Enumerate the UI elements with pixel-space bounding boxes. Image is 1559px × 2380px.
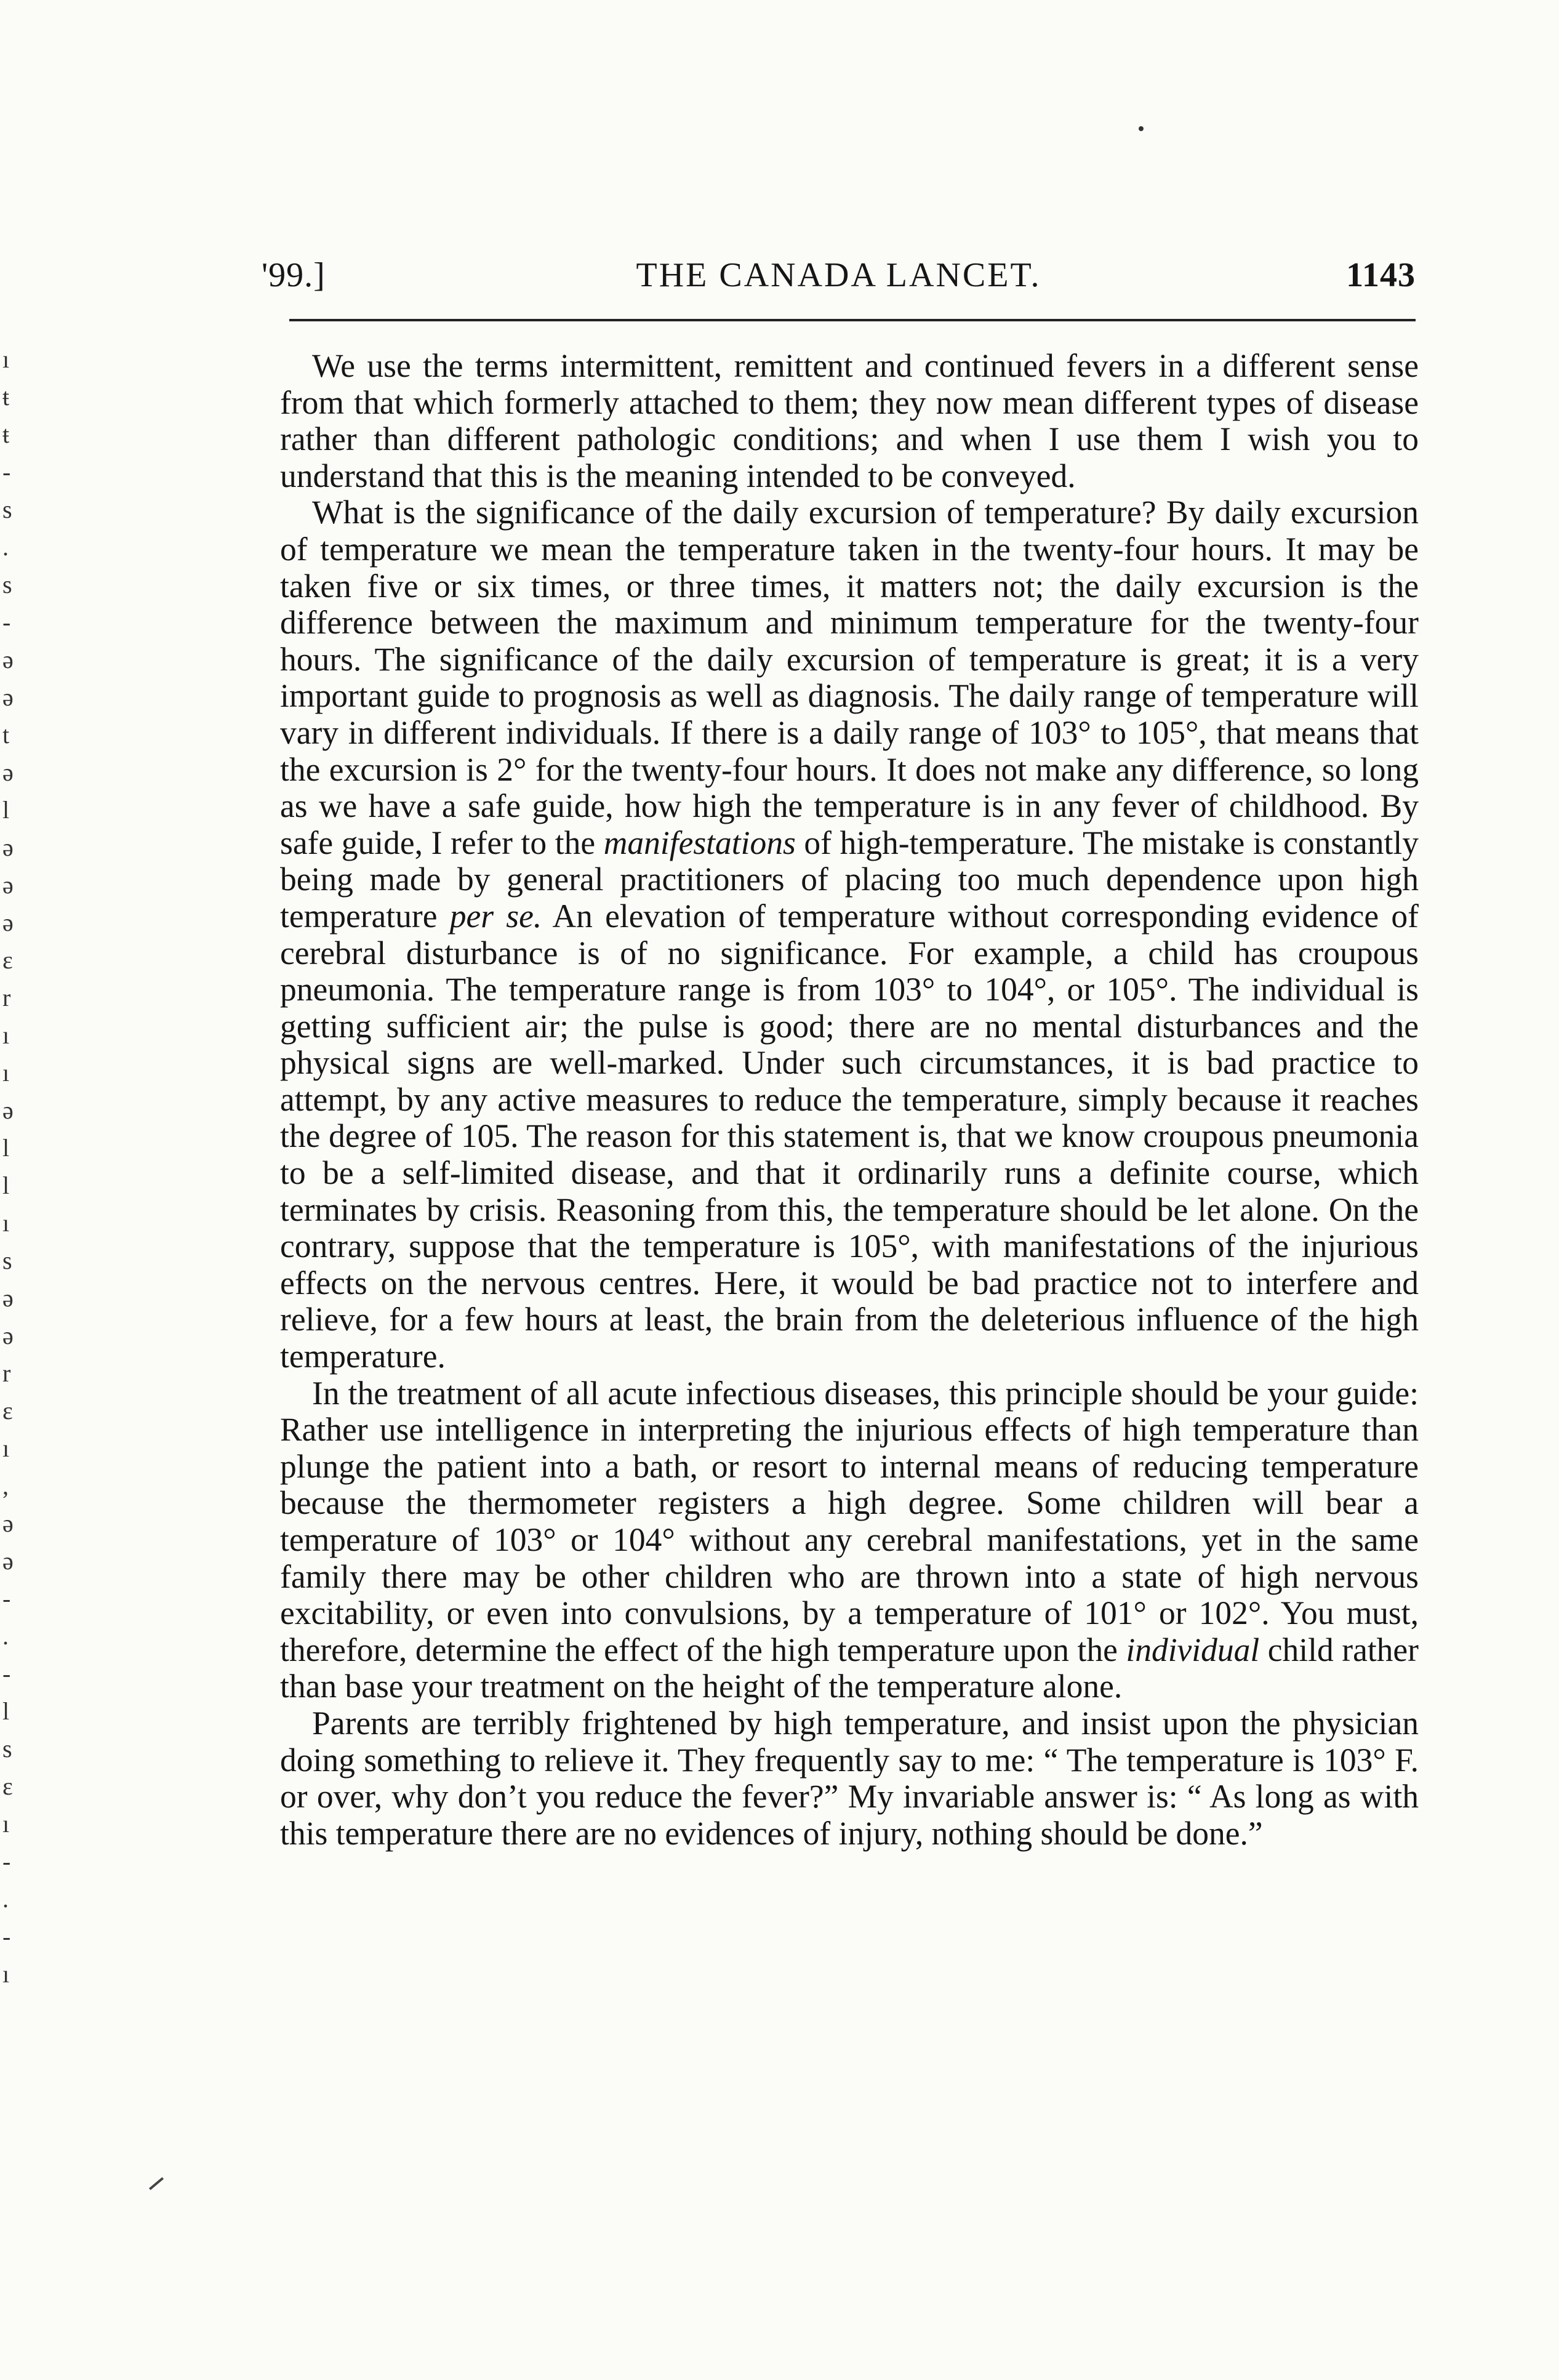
margin-mark: s [2, 571, 12, 598]
margin-mark: ə [2, 1322, 14, 1349]
paragraph [280, 494, 1419, 1375]
margin-mark: - [2, 458, 11, 486]
italic-text: per se. [449, 897, 542, 935]
margin-mark: ı [2, 1209, 10, 1237]
text-run: What is the significance of the daily excursion of temperature? By daily excursion of temperature we mean the temperature taken in the twenty-four hours. It may be taken five or six times, or three times, it matters not; the daily excursion is the difference between the maximum and minimum temperature for the twenty-four hours. The significance of the daily excursion of temperature is great; it is a very important guide to prognosis as well as diagnosis. The daily range of temperature will vary in different individuals. If there is a daily range of 103° to 105°, that means that the excursion is 2° for the twenty-four hours. It does not make any difference, so long as we have a safe guide, how high the temperature is in any fever of childhood. By safe guide, I refer to the [280, 494, 1419, 861]
text-run: An elevation of temperature without corresponding evidence of cerebral disturbance is of no significance. For example, a child has croupous pneumonia. The temperature range is from 103° to 104°, or 105°. The individual is getting sufficient air; the pulse is good; there are no mental disturbances and the physical signs are well-marked. Under such circumstances, it is bad practice to attempt, by any active measures to reduce the temperature, simply because it reaches the degree of 105. The reason for this statement is, that we know croupous pneumonia to be a self-limited disease, and that it ordinarily runs a definite course, which terminates by crisis. Reasoning from this, the temperature should be let alone. On the contrary, suppose that the temperature is 105°, with manifestations of the injurious effects on the nervous centres. Here, it would be bad practice not to interfere and relieve, for a few hours at least, the brain from the deleterious influence of the high temperature. [280, 897, 1419, 1375]
margin-mark: ə [2, 1284, 14, 1312]
margin-mark: ə [2, 758, 14, 786]
margin-mark: l [2, 1134, 10, 1162]
margin-mark: ə [2, 871, 14, 899]
paragraph [280, 348, 1419, 494]
text-run: of high-temperature. The mistake is constantly being made by general practitioners of placing too much dependence upon high temperature [280, 824, 1419, 935]
margin-mark: ə [2, 646, 14, 673]
running-header [262, 255, 1416, 305]
margin-mark: ı [2, 1059, 10, 1087]
margin-mark: - [2, 1585, 11, 1612]
margin-mark: ə [2, 1510, 14, 1537]
text-run: Parents are terribly frightened by high temperature, and insist upon the physician doing something to relieve it. They frequently say to me: “ The temperature is 103° F. or over, why don’t you reduce the fever?” My invariable answer is: “ As long as with this temperature there are no evidences of injury, nothing should be done.” [280, 1704, 1419, 1852]
pencil-mark [149, 2177, 164, 2190]
text-run: In the treatment of all acute infectious diseases, this principle should be your guide: Rather use intelligence in interpreting the injurious effects of high temperature than plunge the patient into a bath, or resort to internal means of reducing temperature because the thermometer registers a high degree. Some children will bear a temperature of 103° or 104° without any cerebral manifestations, yet in the same family there may be other children who are thrown into a state of high nervous excitability, or even into convulsions, by a temperature of 101° or 102°. You must, therefore, determine the effect of the high temperature upon the [280, 1374, 1419, 1668]
margin-mark: ə [2, 909, 14, 936]
margin-mark: ə [2, 1547, 14, 1575]
margin-mark: ı [2, 1960, 10, 1988]
margin-mark: - [2, 1660, 11, 1687]
margin-mark: . [2, 533, 9, 561]
text-run: child rather than base your treatment on the height of the temperature alone. [280, 1631, 1419, 1705]
header-issue: '99.] [262, 256, 326, 294]
italic-text: individual [1126, 1631, 1260, 1668]
margin-mark: ı [2, 1810, 10, 1838]
margin-mark: ə [2, 1096, 14, 1124]
page-number: 1143 [1346, 256, 1416, 294]
margin-mark: ı [2, 345, 10, 373]
margin-mark: r [2, 1359, 11, 1387]
margin-mark: l [2, 1172, 10, 1199]
margin-mark: s [2, 1735, 12, 1763]
margin-mark: . [2, 1885, 9, 1913]
margin-mark: t [2, 721, 10, 749]
margin-mark: ŧ [2, 383, 10, 411]
left-margin-bleed [0, 345, 18, 2068]
margin-mark: - [2, 608, 11, 636]
article-body [280, 348, 1419, 1852]
paragraph [280, 1705, 1419, 1852]
margin-mark: l [2, 796, 10, 824]
speck-mark [1139, 126, 1144, 131]
text-run: We use the terms intermittent, remittent and continued fevers in a different sense from that which formerly attached to them; they now mean different types of disease rather than different pathologic conditions; and when I use them I wish you to understand that this is the meaning intended to be conveyed. [280, 347, 1419, 494]
margin-mark: ŧ [2, 420, 10, 448]
margin-mark: ə [2, 683, 14, 711]
margin-mark: ı [2, 1021, 10, 1049]
margin-mark: - [2, 1847, 11, 1875]
margin-mark: s [2, 1247, 12, 1274]
margin-mark: ı [2, 1434, 10, 1462]
margin-mark: . [2, 1622, 9, 1650]
header-rule [289, 319, 1416, 321]
margin-mark: , [2, 1472, 9, 1500]
margin-mark: ɛ [2, 946, 13, 974]
margin-mark: - [2, 1923, 11, 1950]
paragraph [280, 1375, 1419, 1705]
italic-text: manifestations [603, 824, 796, 861]
margin-mark: l [2, 1697, 10, 1725]
margin-mark: ɛ [2, 1397, 13, 1425]
journal-title: THE CANADA LANCET. [636, 256, 1041, 294]
margin-mark: s [2, 496, 12, 523]
margin-mark: ə [2, 834, 14, 861]
margin-mark: r [2, 984, 11, 1011]
margin-mark: ɛ [2, 1772, 13, 1800]
